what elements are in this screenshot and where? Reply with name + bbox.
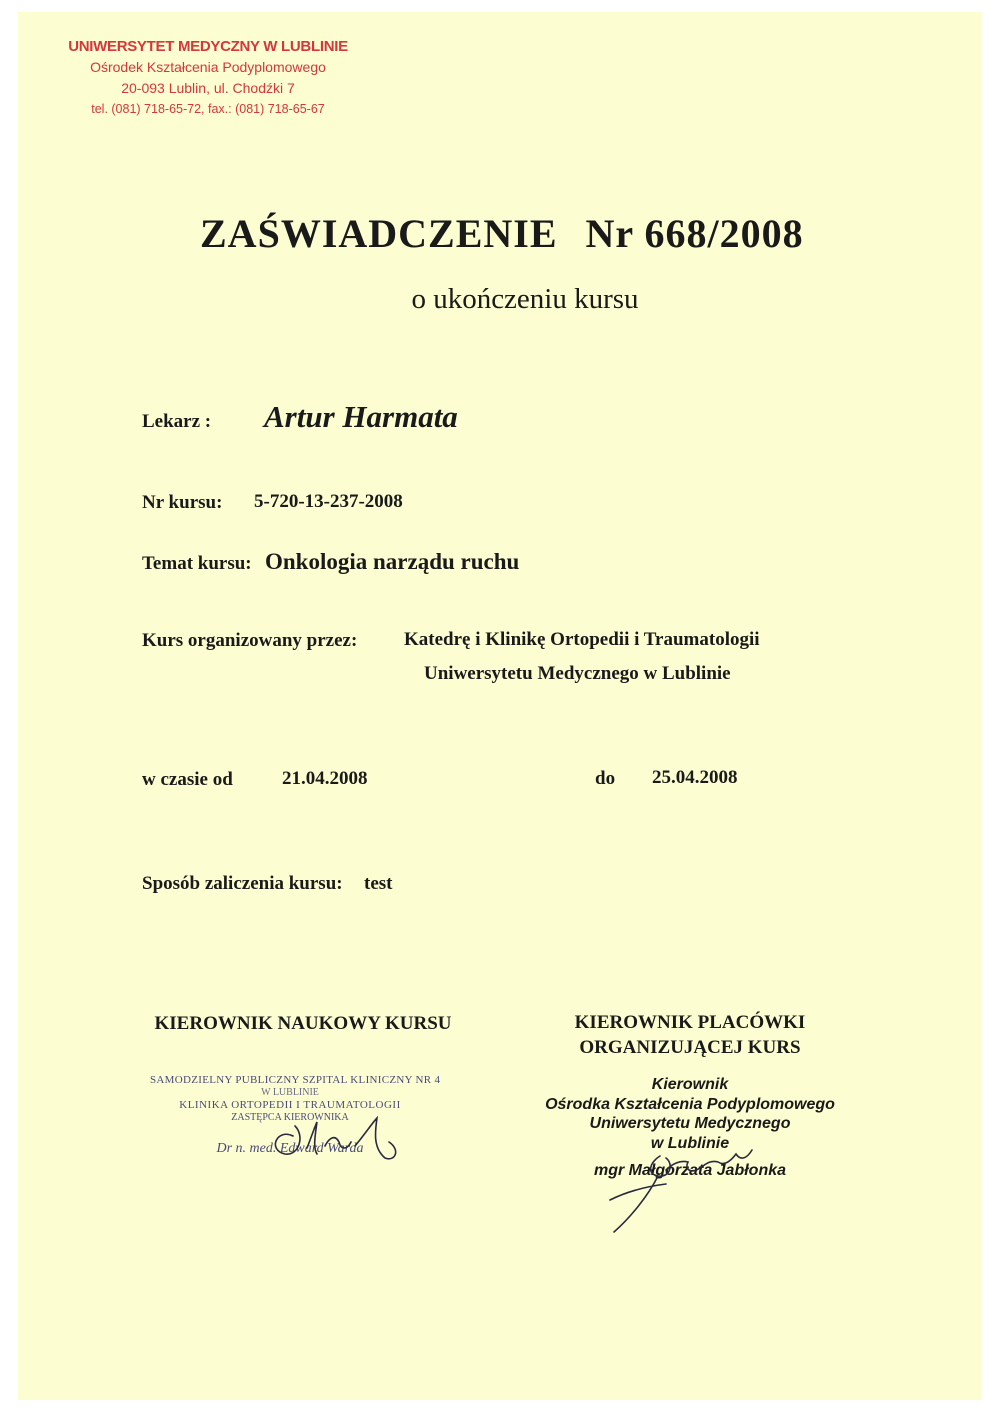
left-handwritten-signature xyxy=(255,1108,405,1168)
period-from-date: 21.04.2008 xyxy=(282,768,368,789)
course-topic-label: Temat kursu: xyxy=(142,553,252,574)
institution-director-heading-line2: ORGANIZUJĄCEJ KURS xyxy=(579,1037,801,1058)
doctor-name: Artur Harmata xyxy=(264,399,458,434)
course-number: 5-720-13-237-2008 xyxy=(254,491,403,512)
center-name: Ośrodek Kształcenia Podyplomowego xyxy=(90,59,326,75)
institution-director-heading xyxy=(540,1010,840,1060)
university-header-stamp xyxy=(58,36,358,120)
center-stamp-line3: Uniwersytetu Medycznego xyxy=(589,1115,791,1132)
address: 20-093 Lublin, ul. Chodźki 7 xyxy=(121,80,295,96)
period-to-label: do xyxy=(595,768,616,789)
institution-director-heading-line1: KIEROWNIK PLACÓWKI xyxy=(574,1012,806,1033)
clinic-stamp-line1: SAMODZIELNY PUBLICZNY SZPITAL KLINICZNY NR 4 xyxy=(150,1074,441,1086)
organizer-label: Kurs organizowany przez: xyxy=(142,630,358,651)
right-handwritten-signature xyxy=(600,1140,780,1240)
certificate-number: Nr 668/2008 xyxy=(585,211,804,256)
organizer-line1: Katedrę i Klinikę Ortopedii i Traumatologii xyxy=(404,629,760,650)
clinic-stamp-line2: W LUBLINIE xyxy=(261,1087,319,1098)
center-stamp-line1: Kierownik xyxy=(651,1076,729,1093)
scientific-director-heading: KIEROWNIK NAUKOWY KURSU xyxy=(154,1013,452,1034)
organizer-line2: Uniwersytetu Medycznego w Lublinie xyxy=(424,663,731,684)
completion-method: test xyxy=(364,873,393,894)
center-stamp-line2: Ośrodka Kształcenia Podyplomowego xyxy=(545,1095,835,1113)
period-from-label: w czasie od xyxy=(142,769,233,790)
center-stamp-signer: mgr Małgorzata Jabłonka xyxy=(593,1162,787,1179)
contact-numbers: tel. (081) 718-65-72, fax.: (081) 718-65-67 xyxy=(91,102,325,116)
course-topic: Onkologia narządu ruchu xyxy=(265,549,520,574)
certificate-subtitle: o ukończeniu kursu xyxy=(411,283,639,315)
completion-method-label: Sposób zaliczenia kursu: xyxy=(142,873,343,894)
doctor-label: Lekarz : xyxy=(142,411,212,432)
period-to-date: 25.04.2008 xyxy=(652,767,738,788)
course-number-label: Nr kursu: xyxy=(142,492,223,513)
clinic-stamp-signer: Dr n. med. Edward Warda xyxy=(216,1141,364,1156)
center-stamp-line4: w Lublinie xyxy=(650,1134,730,1152)
certificate-title xyxy=(200,210,804,257)
university-name: UNIWERSYTET MEDYCZNY W LUBLINIE xyxy=(68,38,348,55)
title-main: ZAŚWIADCZENIE xyxy=(200,211,558,256)
clinic-stamp-line3: KLINIKA ORTOPEDII I TRAUMATOLOGII xyxy=(179,1099,401,1111)
clinic-stamp-line4: ZASTĘPCA KIEROWNIKA xyxy=(231,1112,349,1123)
